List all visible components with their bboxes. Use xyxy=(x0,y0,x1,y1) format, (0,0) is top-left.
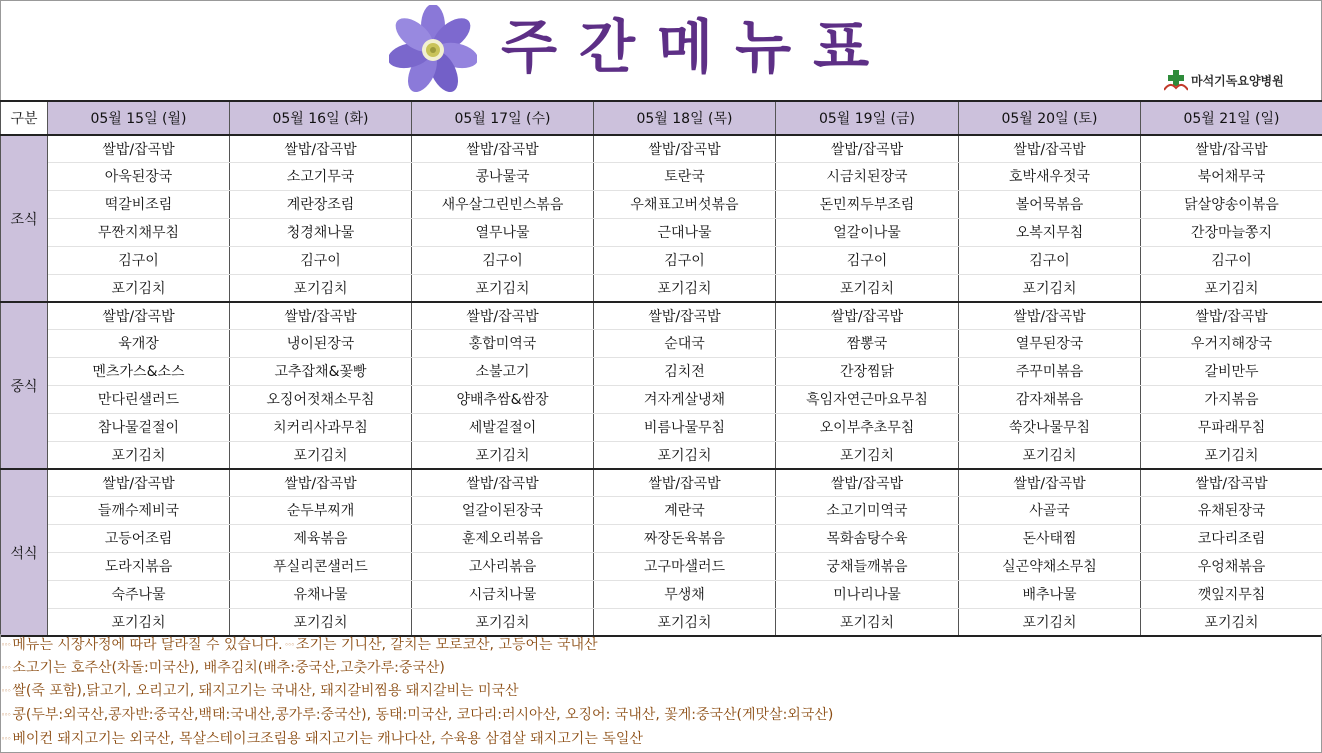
menu-cell: 쌀밥/잡곡밥 xyxy=(959,302,1141,329)
menu-cell: 볼어묵볶음 xyxy=(959,190,1141,218)
menu-cell: 포기김치 xyxy=(776,274,959,302)
menu-cell: 쑥갓나물무침 xyxy=(959,413,1141,441)
day-header: 05월 21일 (일) xyxy=(1141,101,1322,135)
menu-cell: 김구이 xyxy=(776,246,959,274)
header-row xyxy=(1,101,1322,135)
table-row xyxy=(1,469,1322,496)
menu-cell: 포기김치 xyxy=(412,274,594,302)
menu-cell: 쌀밥/잡곡밥 xyxy=(230,135,412,162)
table-row xyxy=(1,135,1322,162)
menu-cell: 얼갈이된장국 xyxy=(412,496,594,524)
menu-cell: 오이부추초무침 xyxy=(776,413,959,441)
menu-cell: 주꾸미볶음 xyxy=(959,357,1141,385)
menu-cell: 토란국 xyxy=(594,162,776,190)
page-header xyxy=(0,0,1322,100)
note-line xyxy=(1,680,519,703)
menu-cell: 숙주나물 xyxy=(48,580,230,608)
menu-cell: 겨자게살냉채 xyxy=(594,385,776,413)
note-text: 소고기는 호주산(차돌:미국산), 배추김치(배추:중국산,고춧가루:중국산) xyxy=(12,660,445,676)
menu-cell: 포기김치 xyxy=(776,441,959,469)
menu-cell: 포기김치 xyxy=(48,608,230,636)
menu-cell: 콩나물국 xyxy=(412,162,594,190)
menu-cell: 냉이된장국 xyxy=(230,329,412,357)
menu-cell: 유채된장국 xyxy=(1141,496,1322,524)
table-row xyxy=(1,608,1322,636)
menu-cell: 소고기미역국 xyxy=(776,496,959,524)
menu-cell: 계란장조림 xyxy=(230,190,412,218)
menu-cell: 쌀밥/잡곡밥 xyxy=(1141,302,1322,329)
menu-cell: 김구이 xyxy=(1141,246,1322,274)
menu-cell: 김치전 xyxy=(594,357,776,385)
note-text: 콩(두부:외국산,콩자반:중국산,백태:국내산,콩가루:중국산), 동태:미국산, 코다리:러시아산, 오징어: 국내산, 꽃게:중국산(게맛살:외국산) xyxy=(12,707,834,723)
table-row xyxy=(1,413,1322,441)
menu-cell: 간장마늘쫑지 xyxy=(1141,218,1322,246)
menu-cell: 쌀밥/잡곡밥 xyxy=(594,135,776,162)
menu-cell: 새우살그린빈스볶음 xyxy=(412,190,594,218)
menu-cell: 포기김치 xyxy=(959,274,1141,302)
menu-cell: 포기김치 xyxy=(48,441,230,469)
menu-cell: 포기김치 xyxy=(48,274,230,302)
menu-cell: 우거지해장국 xyxy=(1141,329,1322,357)
menu-cell: 김구이 xyxy=(48,246,230,274)
menu-cell: 갈비만두 xyxy=(1141,357,1322,385)
menu-cell: 목화솜탕수육 xyxy=(776,524,959,552)
day-header: 05월 18일 (목) xyxy=(594,101,776,135)
menu-cell: 포기김치 xyxy=(959,441,1141,469)
menu-cell: 제육볶음 xyxy=(230,524,412,552)
menu-cell: 쌀밥/잡곡밥 xyxy=(776,135,959,162)
menu-cell: 돈민찌두부조림 xyxy=(776,190,959,218)
day-header: 05월 16일 (화) xyxy=(230,101,412,135)
menu-cell: 청경채나물 xyxy=(230,218,412,246)
menu-cell: 쌀밥/잡곡밥 xyxy=(959,469,1141,496)
table-row xyxy=(1,302,1322,329)
menu-cell: 포기김치 xyxy=(1141,274,1322,302)
menu-cell: 쌀밥/잡곡밥 xyxy=(412,302,594,329)
menu-cell: 쌀밥/잡곡밥 xyxy=(1141,469,1322,496)
menu-cell: 쌀밥/잡곡밥 xyxy=(48,469,230,496)
menu-cell: 무파래무침 xyxy=(1141,413,1322,441)
menu-cell: 쌀밥/잡곡밥 xyxy=(776,469,959,496)
note-line xyxy=(1,728,643,751)
menu-cell: 소고기무국 xyxy=(230,162,412,190)
note-text: 메뉴는 시장사정에 따라 달라질 수 있습니다. xyxy=(12,637,283,653)
menu-cell: 포기김치 xyxy=(594,274,776,302)
meal-label: 조식 xyxy=(1,135,48,302)
menu-cell: 근대나물 xyxy=(594,218,776,246)
menu-cell: 열무된장국 xyxy=(959,329,1141,357)
note-mark: ◦◦◦ xyxy=(1,687,11,695)
menu-cell: 무생채 xyxy=(594,580,776,608)
note-mark: ◦◦◦ xyxy=(1,641,11,649)
menu-cell: 세발겉절이 xyxy=(412,413,594,441)
menu-cell: 열무나물 xyxy=(412,218,594,246)
menu-cell: 떡갈비조림 xyxy=(48,190,230,218)
menu-cell: 유채나물 xyxy=(230,580,412,608)
menu-cell: 쌀밥/잡곡밥 xyxy=(48,135,230,162)
menu-body xyxy=(1,135,1322,636)
menu-cell: 포기김치 xyxy=(959,608,1141,636)
corner-label: 구분 xyxy=(1,101,48,135)
menu-cell: 쌀밥/잡곡밥 xyxy=(230,469,412,496)
note-line xyxy=(1,704,833,727)
menu-cell: 돈사태찜 xyxy=(959,524,1141,552)
meal-label: 중식 xyxy=(1,302,48,469)
menu-cell: 무짠지채무침 xyxy=(48,218,230,246)
menu-cell: 쌀밥/잡곡밥 xyxy=(412,135,594,162)
note-text: 베이컨 돼지고기는 외국산, 목살스테이크조림용 돼지고기는 캐나다산, 수육용 삼겹살 돼지고기는 독일산 xyxy=(12,731,643,747)
menu-cell: 포기김치 xyxy=(230,441,412,469)
menu-cell: 포기김치 xyxy=(594,441,776,469)
page-title: 주간메뉴표 xyxy=(501,13,892,81)
menu-cell: 쌀밥/잡곡밥 xyxy=(230,302,412,329)
note-line xyxy=(1,657,445,680)
menu-cell: 포기김치 xyxy=(594,608,776,636)
menu-cell: 김구이 xyxy=(230,246,412,274)
menu-cell: 쌀밥/잡곡밥 xyxy=(48,302,230,329)
meal-label: 석식 xyxy=(1,469,48,636)
hospital-logo-icon xyxy=(1164,69,1188,91)
menu-cell: 시금치나물 xyxy=(412,580,594,608)
menu-cell: 포기김치 xyxy=(230,274,412,302)
note-mark: ◦◦◦ xyxy=(1,664,11,672)
table-row xyxy=(1,190,1322,218)
table-row xyxy=(1,274,1322,302)
menu-cell: 실곤약채소무침 xyxy=(959,552,1141,580)
menu-cell: 계란국 xyxy=(594,496,776,524)
menu-cell: 포기김치 xyxy=(412,608,594,636)
menu-cell: 양배추쌈&쌈장 xyxy=(412,385,594,413)
menu-cell: 김구이 xyxy=(594,246,776,274)
menu-cell: 쌀밥/잡곡밥 xyxy=(594,469,776,496)
menu-cell: 멘츠가스&소스 xyxy=(48,357,230,385)
menu-cell: 고사리볶음 xyxy=(412,552,594,580)
menu-cell: 포기김치 xyxy=(1141,608,1322,636)
menu-cell: 짬뽕국 xyxy=(776,329,959,357)
menu-cell: 훈제오리볶음 xyxy=(412,524,594,552)
menu-cell: 아욱된장국 xyxy=(48,162,230,190)
day-header: 05월 20일 (토) xyxy=(959,101,1141,135)
menu-cell: 가지볶음 xyxy=(1141,385,1322,413)
table-row xyxy=(1,218,1322,246)
table-row xyxy=(1,496,1322,524)
day-header: 05월 19일 (금) xyxy=(776,101,959,135)
day-header: 05월 15일 (월) xyxy=(48,101,230,135)
table-row xyxy=(1,162,1322,190)
menu-cell: 코다리조림 xyxy=(1141,524,1322,552)
menu-cell: 호박새우젓국 xyxy=(959,162,1141,190)
weekly-menu-table xyxy=(0,100,1322,637)
menu-cell: 깻잎지무침 xyxy=(1141,580,1322,608)
menu-cell: 치커리사과무침 xyxy=(230,413,412,441)
menu-cell: 쌀밥/잡곡밥 xyxy=(776,302,959,329)
menu-cell: 푸실리콘샐러드 xyxy=(230,552,412,580)
day-header: 05월 17일 (수) xyxy=(412,101,594,135)
menu-cell: 배추나물 xyxy=(959,580,1141,608)
flower-icon xyxy=(389,5,477,95)
hospital-brand xyxy=(1164,69,1284,91)
menu-cell: 육개장 xyxy=(48,329,230,357)
note-mark: ◦◦◦ xyxy=(284,641,294,649)
menu-cell: 고추잡채&꽃빵 xyxy=(230,357,412,385)
table-row xyxy=(1,441,1322,469)
menu-cell: 참나물겉절이 xyxy=(48,413,230,441)
menu-cell: 포기김치 xyxy=(1141,441,1322,469)
menu-cell: 도라지볶음 xyxy=(48,552,230,580)
menu-cell: 고등어조림 xyxy=(48,524,230,552)
menu-cell: 김구이 xyxy=(412,246,594,274)
menu-cell: 김구이 xyxy=(959,246,1141,274)
menu-cell: 순대국 xyxy=(594,329,776,357)
menu-cell: 우채표고버섯볶음 xyxy=(594,190,776,218)
menu-cell: 북어채무국 xyxy=(1141,162,1322,190)
menu-cell: 미나리나물 xyxy=(776,580,959,608)
notes-section xyxy=(0,634,1322,753)
hospital-name: 마석기독요양병원 xyxy=(1191,73,1284,88)
menu-cell: 흑임자연근마요무침 xyxy=(776,385,959,413)
menu-cell: 들깨수제비국 xyxy=(48,496,230,524)
note-mark: ◦◦◦ xyxy=(1,735,11,743)
table-row xyxy=(1,357,1322,385)
menu-cell: 순두부찌개 xyxy=(230,496,412,524)
note-line xyxy=(1,634,598,657)
menu-cell: 오복지무침 xyxy=(959,218,1141,246)
menu-cell: 소불고기 xyxy=(412,357,594,385)
table-row xyxy=(1,329,1322,357)
note-text: 쌀(죽 포함),닭고기, 오리고기, 돼지고기는 국내산, 돼지갈비찜용 돼지갈비는 미국산 xyxy=(12,683,519,699)
menu-cell: 홍합미역국 xyxy=(412,329,594,357)
menu-cell: 사골국 xyxy=(959,496,1141,524)
menu-cell: 짜장돈육볶음 xyxy=(594,524,776,552)
note-mark: ◦◦◦ xyxy=(1,711,11,719)
menu-cell: 오징어젓채소무침 xyxy=(230,385,412,413)
menu-cell: 포기김치 xyxy=(230,608,412,636)
table-row xyxy=(1,524,1322,552)
menu-cell: 시금치된장국 xyxy=(776,162,959,190)
table-row xyxy=(1,246,1322,274)
menu-cell: 얼갈이나물 xyxy=(776,218,959,246)
menu-cell: 궁채들깨볶음 xyxy=(776,552,959,580)
table-row xyxy=(1,385,1322,413)
menu-cell: 우엉채볶음 xyxy=(1141,552,1322,580)
menu-cell: 쌀밥/잡곡밥 xyxy=(412,469,594,496)
table-row xyxy=(1,552,1322,580)
menu-cell: 쌀밥/잡곡밥 xyxy=(1141,135,1322,162)
menu-cell: 포기김치 xyxy=(412,441,594,469)
menu-cell: 고구마샐러드 xyxy=(594,552,776,580)
menu-cell: 간장찜닭 xyxy=(776,357,959,385)
table-row xyxy=(1,580,1322,608)
menu-cell: 닭살양송이볶음 xyxy=(1141,190,1322,218)
menu-cell: 감자채볶음 xyxy=(959,385,1141,413)
menu-cell: 만다린샐러드 xyxy=(48,385,230,413)
menu-cell: 비름나물무침 xyxy=(594,413,776,441)
menu-cell: 쌀밥/잡곡밥 xyxy=(594,302,776,329)
note-text: 조기는 기니산, 갈치는 모로코산, 고등어는 국내산 xyxy=(295,637,598,653)
menu-cell: 포기김치 xyxy=(776,608,959,636)
menu-cell: 쌀밥/잡곡밥 xyxy=(959,135,1141,162)
